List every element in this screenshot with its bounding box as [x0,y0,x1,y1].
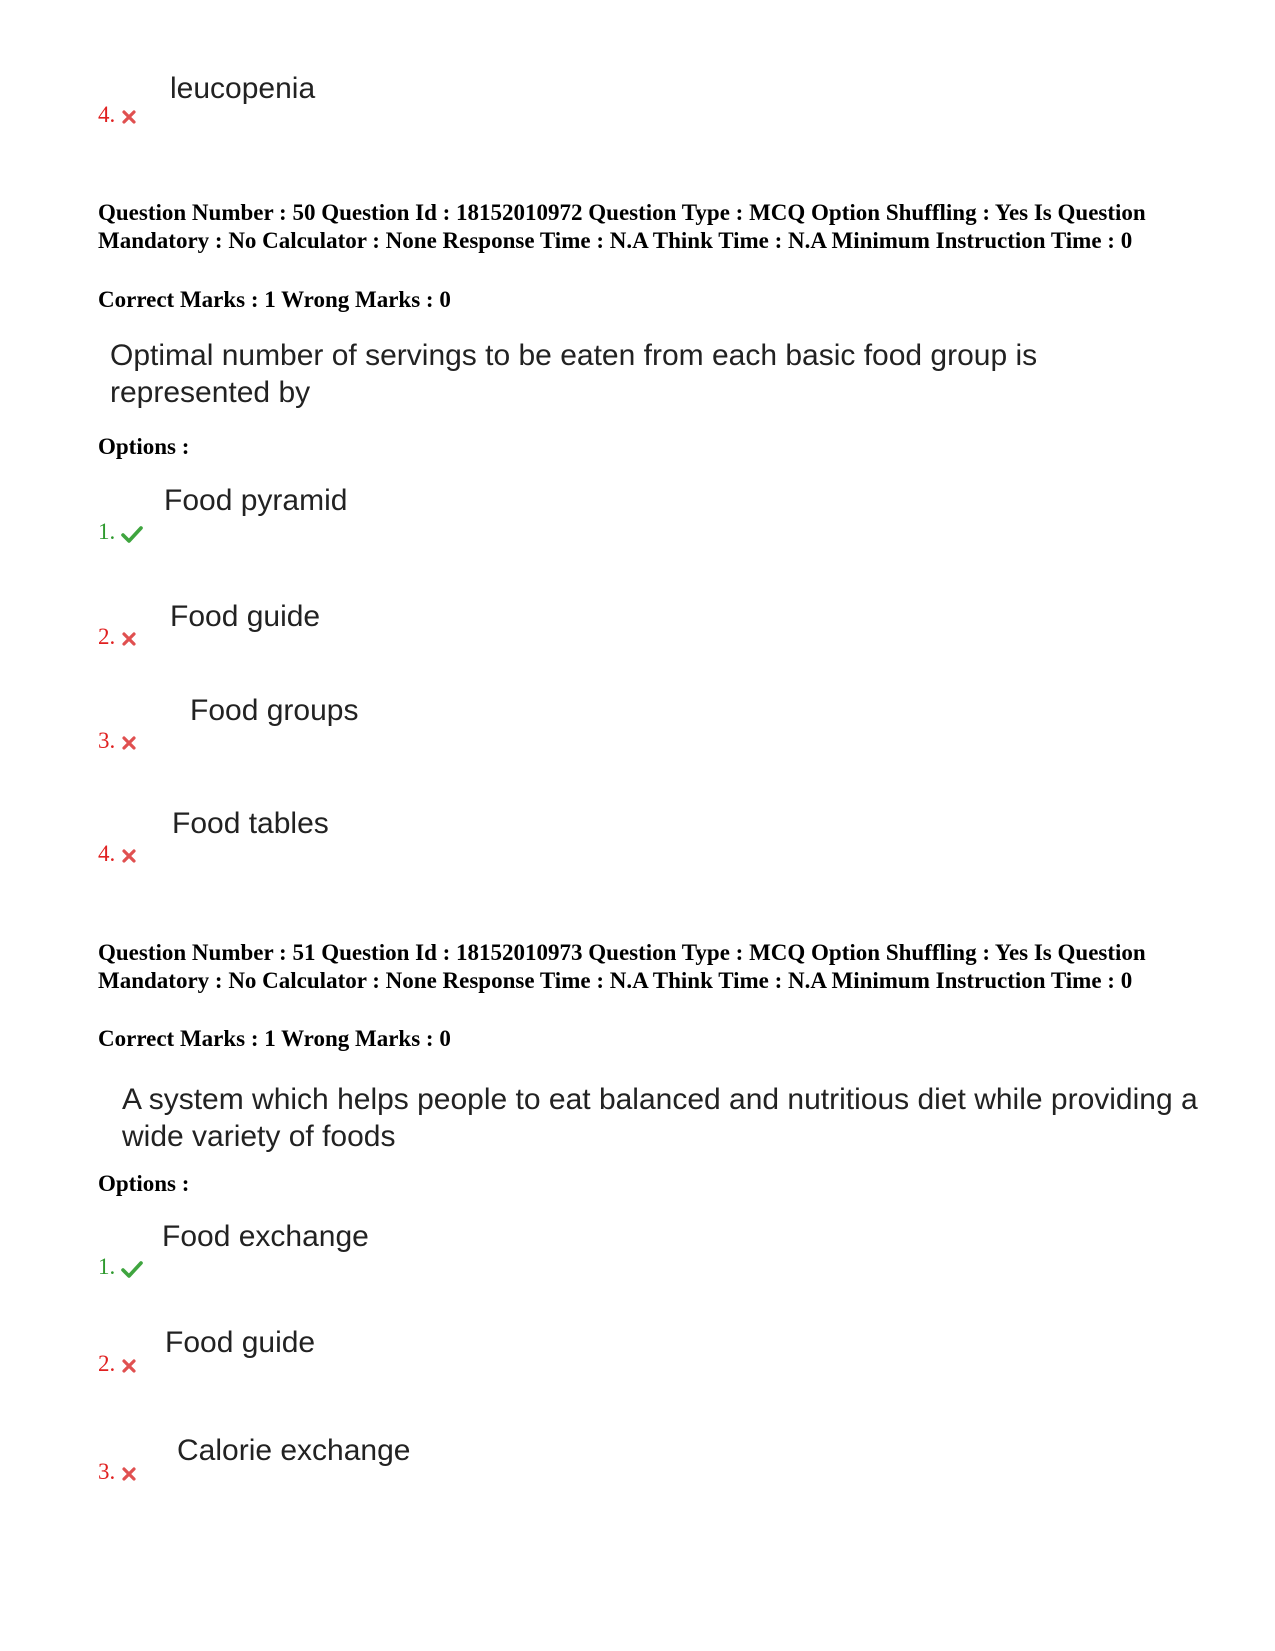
cross-mark-icon [121,1466,137,1482]
option-number-label: 2. [98,624,116,649]
cross-mark-icon [121,735,137,751]
option-number [98,1254,143,1280]
question-meta: Question Number : 51 Question Id : 18152010973 Question Type : MCQ Option Shuffling : Yes Is Question Mandatory : No Calculator : None Response Time : N.A Think Time : N.A Minimum Instruction Time : 0 [98,940,1146,993]
option-number-label: 3. [98,1459,116,1484]
option-number-label: 4. [98,841,116,866]
option-number-label: 4. [98,102,116,127]
check-mark-icon [121,525,143,543]
option-text: Food guide [170,600,321,633]
options-label: Options : [98,1171,190,1196]
option-number [98,1459,137,1485]
question-marks: Correct Marks : 1 Wrong Marks : 0 [98,287,451,312]
check-mark-icon [121,1260,143,1278]
question-meta: Question Number : 50 Question Id : 18152010972 Question Type : MCQ Option Shuffling : Yes Is Question Mandatory : No Calculator : None Response Time : N.A Think Time : N.A Minimum Instruction Time : 0 [98,200,1146,253]
cross-mark-icon [121,848,137,864]
cross-mark-icon [121,109,137,125]
option-number-label: 3. [98,728,116,753]
prev-option-number [98,102,137,128]
option-number [98,519,143,545]
option-text: Calorie exchange [177,1434,411,1467]
prev-option-text: leucopenia [170,72,316,105]
question-text: A system which helps people to eat balanced and nutritious diet while providing a wide variety of foods [122,1083,1198,1153]
option-number-label: 1. [98,1254,116,1279]
option-number [98,1351,137,1377]
option-text: Food pyramid [164,484,348,517]
option-text: Food exchange [162,1220,369,1253]
option-number [98,841,137,867]
cross-mark-icon [121,631,137,647]
question-text: Optimal number of servings to be eaten from each basic food group is represented by [110,339,1038,409]
option-number-label: 2. [98,1351,116,1376]
option-number-label: 1. [98,519,116,544]
cross-mark-icon [121,1358,137,1374]
options-label: Options : [98,434,190,459]
option-text: Food tables [172,807,329,840]
option-text: Food guide [165,1326,316,1359]
option-number [98,728,137,754]
question-marks: Correct Marks : 1 Wrong Marks : 0 [98,1026,451,1051]
option-number [98,624,137,650]
option-text: Food groups [190,694,359,727]
